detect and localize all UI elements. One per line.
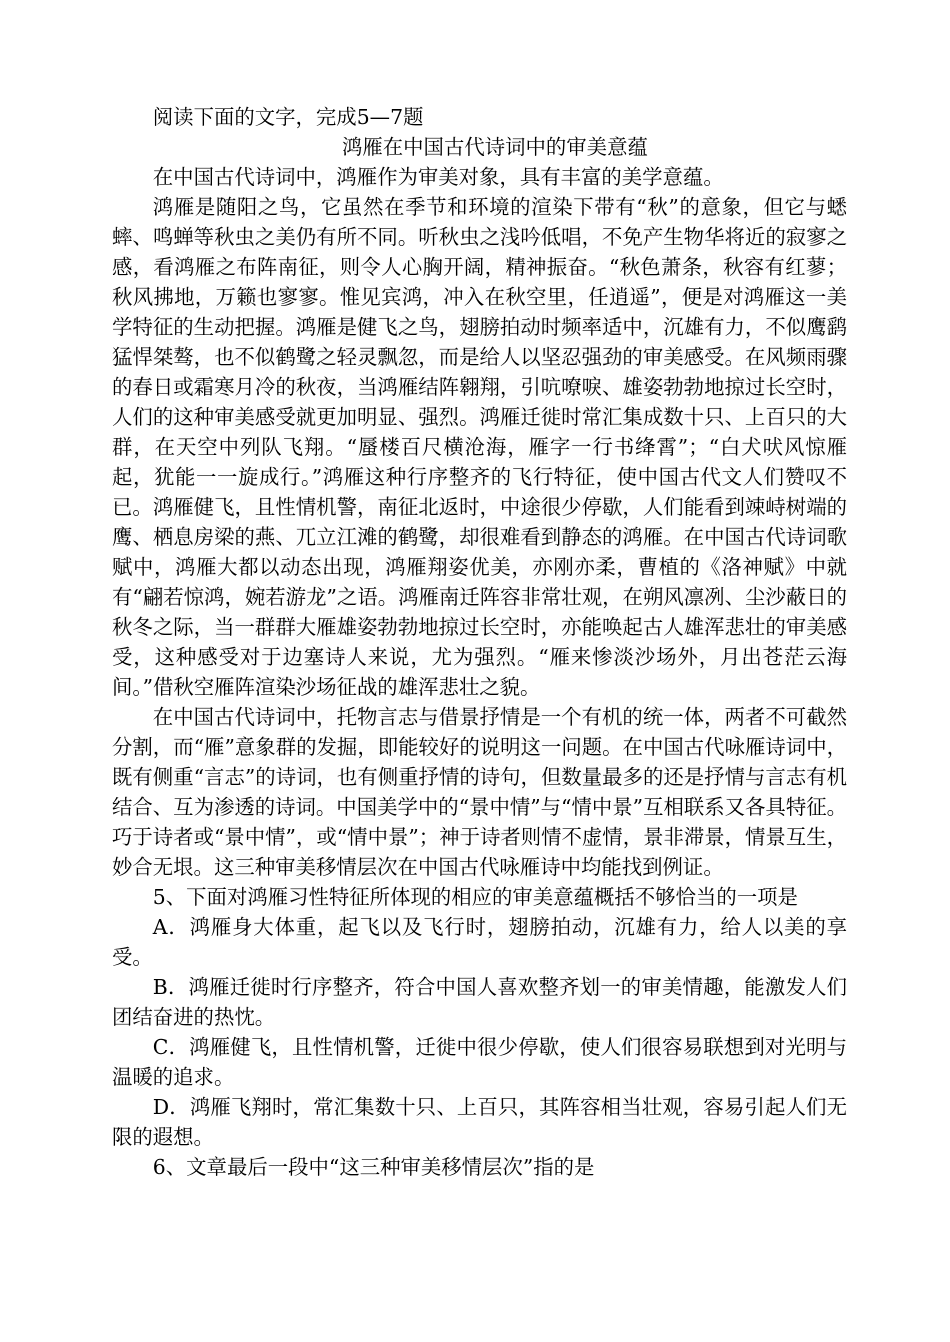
article-title: 鸿雁在中国古代诗词中的审美意蕴: [342, 135, 648, 159]
question-5-option-d: D．鸿雁飞翔时，常汇集数十只、上百只，其阵容相当壮观，容易引起人们无限的遐想。: [112, 1095, 847, 1149]
question-5-stem: 5、下面对鸿雁习性特征所体现的相应的审美意蕴概括不够恰当的一项是: [152, 885, 798, 909]
paragraph-emotion-levels: 在中国古代诗词中，托物言志与借景抒情是一个有机的统一体，两者不可截然分割，而“雁”意象群的发掘，即能较好的说明这一问题。在中国古代咏雁诗词中，既有侧重“言志”的诗词，也有侧重抒情的诗句，但数量最多的还是抒情与言志有机结合、互为渗透的诗词。中国美学中的“景中情”与“情中景”互相联系又各具特征。巧于诗者或“景中情”，或“情中景”；神于诗者则情不虚情，景非滞景，情景互生，妙合无垠。这三种审美移情层次在中国古代咏雁诗中均能找到例证。: [112, 705, 847, 879]
question-5-option-a: A．鸿雁身大体重，起飞以及飞行时，翅膀拍动，沉雄有力，给人以美的享受。: [112, 915, 847, 969]
instruction-text: 阅读下面的文字，完成5—7题: [152, 105, 424, 129]
question-5-option-c: C．鸿雁健飞，且性情机警，迁徙中很少停歇，使人们很容易联想到对光明与温暖的追求。: [112, 1035, 847, 1089]
question-5-option-b: B．鸿雁迁徙时行序整齐，符合中国人喜欢整齐划一的审美情趣，能激发人们团结奋进的热忱。: [112, 975, 847, 1029]
question-6-stem: 6、文章最后一段中“这三种审美移情层次”指的是: [152, 1155, 595, 1179]
document-body: [112, 102, 847, 1182]
paragraph-intro: 在中国古代诗词中，鸿雁作为审美对象，具有丰富的美学意蕴。: [152, 165, 724, 189]
paragraph-aesthetic-features: 鸿雁是随阳之鸟，它虽然在季节和环境的渲染下带有“秋”的意象，但它与蟋蟀、鸣蝉等秋虫之美仍有所不同。听秋虫之浅吟低唱，不免产生物华将近的寂寥之感，看鸿雁之布阵南征，则令人心胸开阔，精神振奋。“秋色萧条，秋容有红蓼；秋风拂地，万籁也寥寥。惟见宾鸿，冲入在秋空里，任逍遥”，便是对鸿雁这一美学特征的生动把握。鸿雁是健飞之鸟，翅膀拍动时频率适中，沉雄有力，不似鹰鹞猛悍桀骜，也不似鹤鹭之轻灵飘忽，而是给人以坚忍强劲的审美感受。在风频雨骤的春日或霜寒月冷的秋夜，当鸿雁结阵翱翔，引吭嘹唳、雄姿勃勃地掠过长空时，人们的这种审美感受就更加明显、强烈。鸿雁迁徙时常汇集成数十只、上百只的大群，在天空中列队飞翔。“蜃楼百尺横沧海，雁字一行书绛霄”；“白犬吠风惊雁起，犹能一一旋成行。”鸿雁这种行序整齐的飞行特征，使中国古代文人们赞叹不已。鸿雁健飞，且性情机警，南征北返时，中途很少停歇，人们能看到竦峙树端的鹰、栖息房梁的燕、兀立江滩的鹤鹭，却很难看到静态的鸿雁。在中国古代诗词歌赋中，鸿雁大都以动态出现，鸿雁翔姿优美，亦刚亦柔，曹植的《洛神赋》中就有“翩若惊鸿，婉若游龙”之语。鸿雁南迁阵容非常壮观，在朔风凛冽、尘沙蔽日的秋冬之际，当一群群大雁雄姿勃勃地掠过长空时，亦能唤起古人雄浑悲壮的审美感受，这种感受对于边塞诗人来说，尤为强烈。“雁来惨淡沙场外，月出苍茫云海间。”借秋空雁阵渲染沙场征战的雄浑悲壮之貌。: [112, 195, 847, 699]
